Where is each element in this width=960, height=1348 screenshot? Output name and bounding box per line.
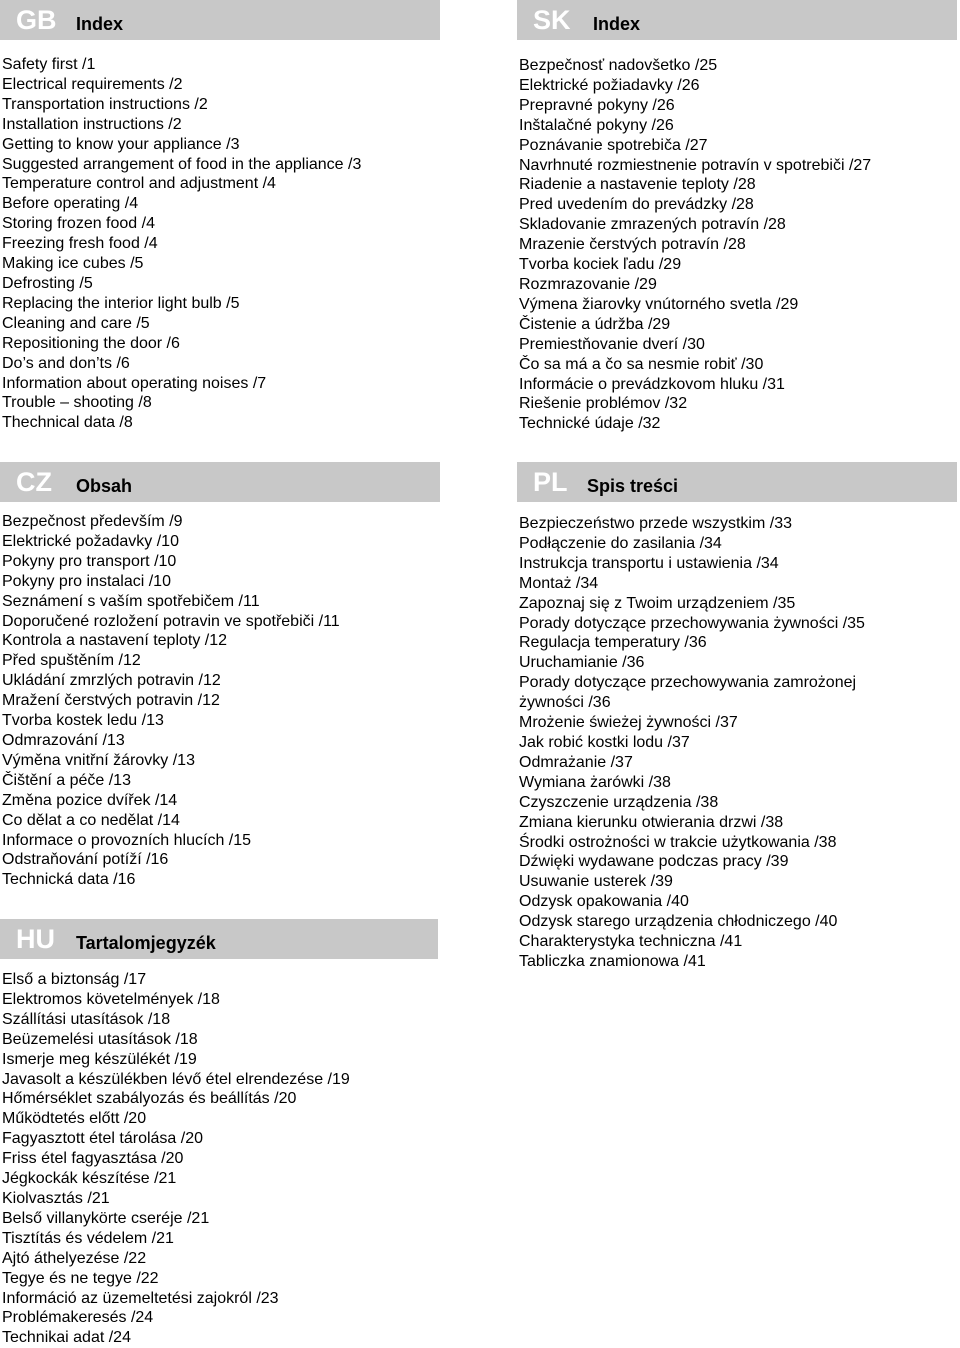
index-entry: Mražení čerstvých potravin /12: [2, 692, 220, 710]
index-entry: Mrazenie čerstvých potravín /28: [519, 236, 746, 254]
index-entry: Čištění a péče /13: [2, 771, 131, 789]
index-entry: Pokyny pro instalaci /10: [2, 572, 171, 590]
index-entry: Information about operating noises /7: [2, 374, 267, 392]
index-entry: Co dělat a co nedělat /14: [2, 811, 180, 829]
section-hu: [0, 919, 438, 1348]
section-header-hu: [0, 919, 438, 959]
index-entry: Információ az üzemeltetési zajokról /23: [2, 1289, 279, 1307]
index-entry: Freezing fresh food /4: [2, 235, 158, 253]
index-entry: Ukládání zmrzlých potravin /12: [2, 672, 221, 690]
index-entry: Odstraňování potíží /16: [2, 851, 169, 869]
section-title-sk: Index: [593, 14, 641, 34]
index-entry: Změna pozice dvířek /14: [2, 791, 178, 809]
index-entry: Výměna vnitřní žárovky /13: [2, 751, 195, 769]
index-entry: Odzysk opakowania /40: [519, 893, 689, 911]
index-entry: Wymiana żarówki /38: [519, 773, 671, 791]
index-entry: Mrożenie świeżej żywności /37: [519, 714, 738, 732]
index-entry: Před spuštěním /12: [2, 652, 141, 670]
index-entry: Tisztítás és védelem /21: [2, 1229, 174, 1247]
index-entry: Technická data /16: [2, 871, 136, 889]
index-entry: Montaż /34: [519, 574, 599, 592]
index-entry: Problémakeresés /24: [2, 1309, 154, 1327]
index-entry: Thechnical data /8: [2, 414, 133, 432]
index-entry: Tabliczka znamionowa /41: [519, 952, 706, 970]
section-header-pl: [517, 462, 957, 502]
index-entry: Instrukcja transportu i ustawienia /34: [519, 554, 779, 572]
section-title-gb: Index: [76, 14, 124, 34]
index-entry: Informácie o prevádzkovom hluku /31: [519, 375, 785, 393]
section-header-sk: [517, 0, 957, 40]
index-entry: Belső villanykörte cseréje /21: [2, 1209, 210, 1227]
index-entry: Defrosting /5: [2, 274, 93, 292]
index-entry: Charakterystyka techniczna /41: [519, 933, 743, 951]
index-entry: Elektromos követelmények /18: [2, 990, 220, 1008]
section-title-cz: Obsah: [76, 476, 133, 496]
index-entry: Installation instructions /2: [2, 115, 182, 133]
index-entry: Riešenie problémov /32: [519, 395, 688, 413]
index-entry: Szállítási utasítások /18: [2, 1010, 171, 1028]
language-code-sk: SK: [533, 5, 571, 35]
index-entry: Odzysk starego urządzenia chłodniczego /40: [519, 913, 838, 931]
index-entry: Pokyny pro transport /10: [2, 552, 177, 570]
index-entry: Jak robić kostki lodu /37: [519, 733, 690, 751]
index-entry: Jégkockák készítése /21: [2, 1170, 177, 1188]
index-entry: Kiolvasztás /21: [2, 1189, 110, 1207]
index-entry: Ajtó áthelyezése /22: [2, 1249, 147, 1267]
index-list-hu: [0, 970, 438, 1348]
index-entry: Výmena žiarovky vnútorného svetla /29: [519, 295, 799, 313]
language-code-cz: CZ: [16, 467, 52, 497]
index-entry: Zmiana kierunku otwierania drzwi /38: [519, 813, 784, 831]
index-entry: Transportation instructions /2: [2, 95, 208, 113]
index-entry: Javasolt a készülékben lévő étel elrendezése /19: [2, 1070, 350, 1088]
section-cz: [0, 462, 440, 890]
section-title-hu: Tartalomjegyzék: [76, 933, 216, 953]
index-entry: Čistenie a údržba /29: [519, 315, 671, 333]
index-entry: Dźwięki wydawane podczas pracy /39: [519, 853, 789, 871]
index-entry: Odmrażanie /37: [519, 753, 633, 771]
index-entry: Uruchamianie /36: [519, 654, 645, 672]
index-entry: Środki ostrożności w trakcie użytkowania /38: [519, 833, 837, 851]
index-entry: Čo sa má a čo sa nesmie robiť /30: [519, 355, 764, 373]
index-entry: Podłączenie do zasilania /34: [519, 534, 722, 552]
index-entry: Odmrazování /13: [2, 731, 125, 749]
index-entry: Rozmrazovanie /29: [519, 275, 657, 293]
index-entry: Inštalačné pokyny /26: [519, 116, 674, 134]
index-entry: Működtetés előtt /20: [2, 1110, 147, 1128]
index-entry: Temperature control and adjustment /4: [2, 175, 276, 193]
index-entry: Before operating /4: [2, 195, 139, 213]
index-entry: Fagyasztott étel tárolása /20: [2, 1130, 203, 1148]
index-entry: Premiestňovanie dverí /30: [519, 335, 705, 353]
index-entry: Porady dotyczące przechowywania zamrożonej żywności /36: [519, 674, 857, 712]
index-entry: Seznámení s vaším spotřebičem /11: [2, 592, 260, 610]
index-entry: Czyszczenie urządzenia /38: [519, 793, 719, 811]
index-entry: Skladovanie zmrazených potravín /28: [519, 216, 786, 234]
index-entry: Ismerje meg készülékét /19: [2, 1050, 197, 1068]
language-code-hu: HU: [16, 924, 55, 954]
index-entry: Elektrické požadavky /10: [2, 532, 179, 550]
index-entry: Trouble – shooting /8: [2, 394, 152, 412]
section-title-pl: Spis treści: [587, 476, 679, 496]
index-entry: Kontrola a nastavení teploty /12: [2, 632, 228, 650]
index-entry: Storing frozen food /4: [2, 215, 155, 233]
index-entry: Pred uvedením do prevádzky /28: [519, 196, 754, 214]
index-entry: Technikai adat /24: [2, 1329, 131, 1347]
index-entry: Electrical requirements /2: [2, 75, 183, 93]
index-entry: Tvorba kostek ledu /13: [2, 712, 164, 730]
language-code-gb: GB: [16, 5, 57, 35]
index-entry: Porady dotyczące przechowywania żywności /35: [519, 614, 865, 632]
index-entry: Bezpečnost především /9: [2, 513, 183, 530]
index-entry: Bezpieczeństwo przede wszystkim /33: [519, 515, 792, 532]
index-entry: Safety first /1: [2, 56, 96, 73]
section-gb: [0, 0, 440, 433]
index-entry: Navrhnuté rozmiestnenie potravín v spotrebiči /27: [519, 156, 872, 174]
index-list-cz: [0, 512, 440, 890]
index-entry: Friss étel fagyasztása /20: [2, 1150, 184, 1168]
index-list-sk: [517, 56, 957, 434]
index-entry: Cleaning and care /5: [2, 314, 150, 332]
index-entry: Első a biztonság /17: [2, 971, 147, 988]
language-code-pl: PL: [533, 467, 568, 497]
index-entry: Doporučené rozložení potravin ve spotřebiči /11: [2, 612, 340, 630]
index-entry: Usuwanie usterek /39: [519, 873, 673, 891]
section-pl: [517, 462, 957, 972]
index-entry: Informace o provozních hlucích /15: [2, 831, 252, 849]
index-entry: Getting to know your appliance /3: [2, 135, 240, 153]
index-entry: Regulacja temperatury /36: [519, 634, 707, 652]
index-entry: Bezpečnosť nadovšetko /25: [519, 57, 718, 74]
index-entry: Poznávanie spotrebiča /27: [519, 136, 708, 154]
index-entry: Tegye és ne tegye /22: [2, 1269, 159, 1287]
index-entry: Hőmérséklet szabályozás és beállítás /20: [2, 1090, 297, 1108]
index-list-gb: [0, 55, 440, 433]
index-entry: Elektrické požiadavky /26: [519, 76, 700, 94]
section-header-gb: [0, 0, 440, 40]
index-entry: Prepravné pokyny /26: [519, 96, 675, 114]
index-entry: Beüzemelési utasítások /18: [2, 1030, 198, 1048]
index-entry: Riadenie a nastavenie teploty /28: [519, 176, 756, 194]
index-entry: Zapoznaj się z Twoim urządzeniem /35: [519, 594, 796, 612]
index-entry: Replacing the interior light bulb /5: [2, 294, 240, 312]
section-sk: [517, 0, 957, 434]
index-entry: Technické údaje /32: [519, 415, 661, 433]
index-entry: Do’s and don’ts /6: [2, 354, 130, 372]
section-header-cz: [0, 462, 440, 502]
index-entry: Making ice cubes /5: [2, 255, 144, 273]
index-entry: Tvorba kociek ľadu /29: [519, 256, 682, 274]
index-list-pl: [517, 514, 957, 972]
index-entry: Repositioning the door /6: [2, 334, 180, 352]
index-entry: Suggested arrangement of food in the appliance /3: [2, 155, 362, 173]
